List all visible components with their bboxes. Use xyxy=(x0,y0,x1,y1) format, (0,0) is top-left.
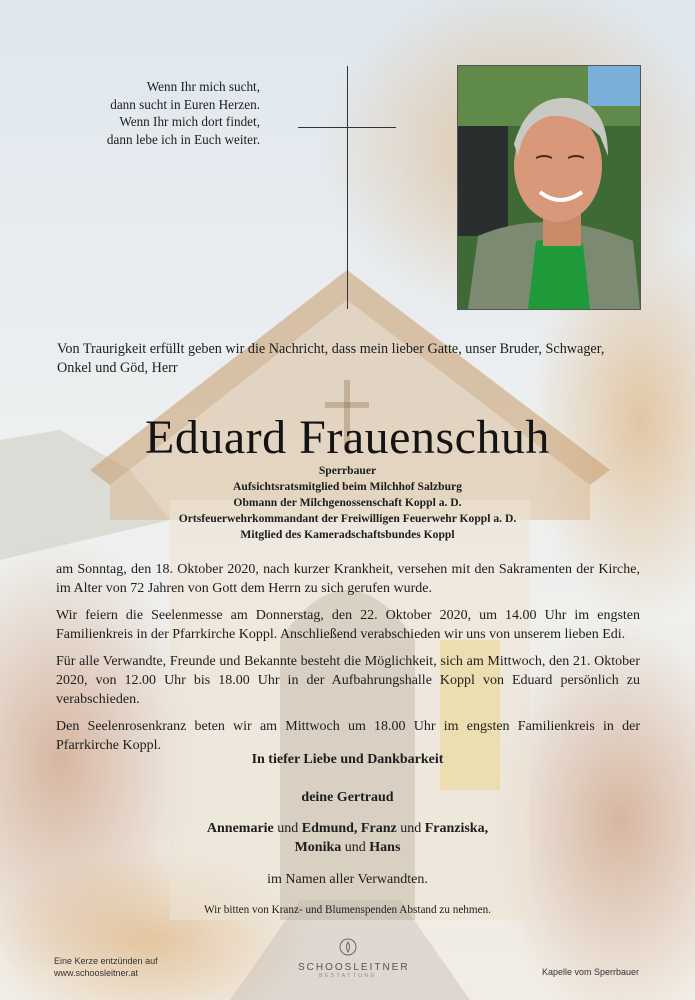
paragraph: Für alle Verwandte, Freunde und Bekannte besteht die Möglichkeit, sich am Mittwoch, den 21. Oktober 2020, von 12.00 Uhr bis 18.00 Uhr in der Aufbahrungshalle Koppl von Eduard persönlich zu verabschieden. xyxy=(56,654,640,707)
family-name: Annemarie xyxy=(206,821,274,836)
website-link[interactable]: www.schoosleitner.at xyxy=(54,968,139,978)
candle-link-block xyxy=(54,955,158,979)
intro-text: Von Traurigkeit erfüllt geben wir die Nachricht, dass mein lieber Gatte, unser Bruder, Schwager, Onkel und Göd, Herr xyxy=(57,341,605,376)
paragraph: Wir feiern die Seelenmesse am Donnerstag, den 22. Oktober 2020, um 14.00 Uhr im engsten Familienkreis in der Pfarrkirche Koppl. Anschließend verabschieden wir uns von unserem lieben Edi. xyxy=(56,608,640,642)
portrait-photo xyxy=(457,65,641,310)
family-line-2 xyxy=(0,838,695,857)
poem-line: dann lebe ich in Euch weiter. xyxy=(106,131,260,147)
title-line: Mitglied des Kameradschaftsbundes Koppl xyxy=(240,528,455,541)
logo-sub: BESTATTUNG xyxy=(319,973,377,979)
paragraph: Den Seelenrosenkranz beten wir am Mittwoch um 18.00 Uhr im engsten Familienkreis in der Pfarrkirche Koppl. xyxy=(56,719,640,753)
closing-block xyxy=(0,750,695,889)
family-und: und xyxy=(277,821,299,836)
closing-relatives: im Namen aller Verwandten. xyxy=(267,872,428,887)
family-und: und xyxy=(400,821,422,836)
donation-note: Wir bitten von Kranz- und Blumenspenden Abstand zu nehmen. xyxy=(204,904,491,916)
title-line: Ortsfeuerwehrkommandant der Freiwilligen Feuerwehr Koppl a. D. xyxy=(178,512,517,525)
title-line: Obmann der Milchgenossenschaft Koppl a. D. xyxy=(233,496,462,509)
family-name: Edmund, Franz xyxy=(301,821,397,836)
family-und: und xyxy=(344,840,366,855)
family-name: Monika xyxy=(294,840,342,855)
portrait-illustration xyxy=(458,66,640,309)
poem-line: Wenn Ihr mich sucht, xyxy=(146,79,260,94)
titles-list xyxy=(0,463,695,543)
family-line-1 xyxy=(0,819,695,838)
announcement-body xyxy=(56,560,640,763)
closing-love: In tiefer Liebe und Dankbarkeit xyxy=(251,752,444,767)
cross-horizontal xyxy=(298,127,396,128)
title-line: Aufsichtsratsmitglied beim Milchhof Salzburg xyxy=(233,480,462,493)
family-name: Hans xyxy=(369,840,401,855)
candle-text: Eine Kerze entzünden auf xyxy=(54,956,158,966)
title-line: Sperrbauer xyxy=(318,464,377,477)
schoosleitner-logo xyxy=(298,938,410,979)
poem xyxy=(60,78,260,148)
deceased-name: Eduard Frauenschuh xyxy=(145,411,550,464)
logo-brand: SCHOOSLEITNER xyxy=(298,962,410,973)
photo-caption: Kapelle vom Sperrbauer xyxy=(541,967,639,977)
schoosleitner-logo-icon xyxy=(339,938,357,956)
paragraph: am Sonntag, den 18. Oktober 2020, nach kurzer Krankheit, versehen mit den Sakramenten der Kirche, im Alter von 72 Jahren von Gott dem Herrn zu sich gerufen wurde. xyxy=(56,562,640,596)
poem-line: dann sucht in Euren Herzen. xyxy=(110,96,260,112)
family-name: Franziska, xyxy=(424,821,489,836)
cross-vertical xyxy=(347,66,348,309)
poem-line: Wenn Ihr mich dort findet, xyxy=(119,114,260,129)
closing-spouse: deine Gertraud xyxy=(301,790,394,805)
